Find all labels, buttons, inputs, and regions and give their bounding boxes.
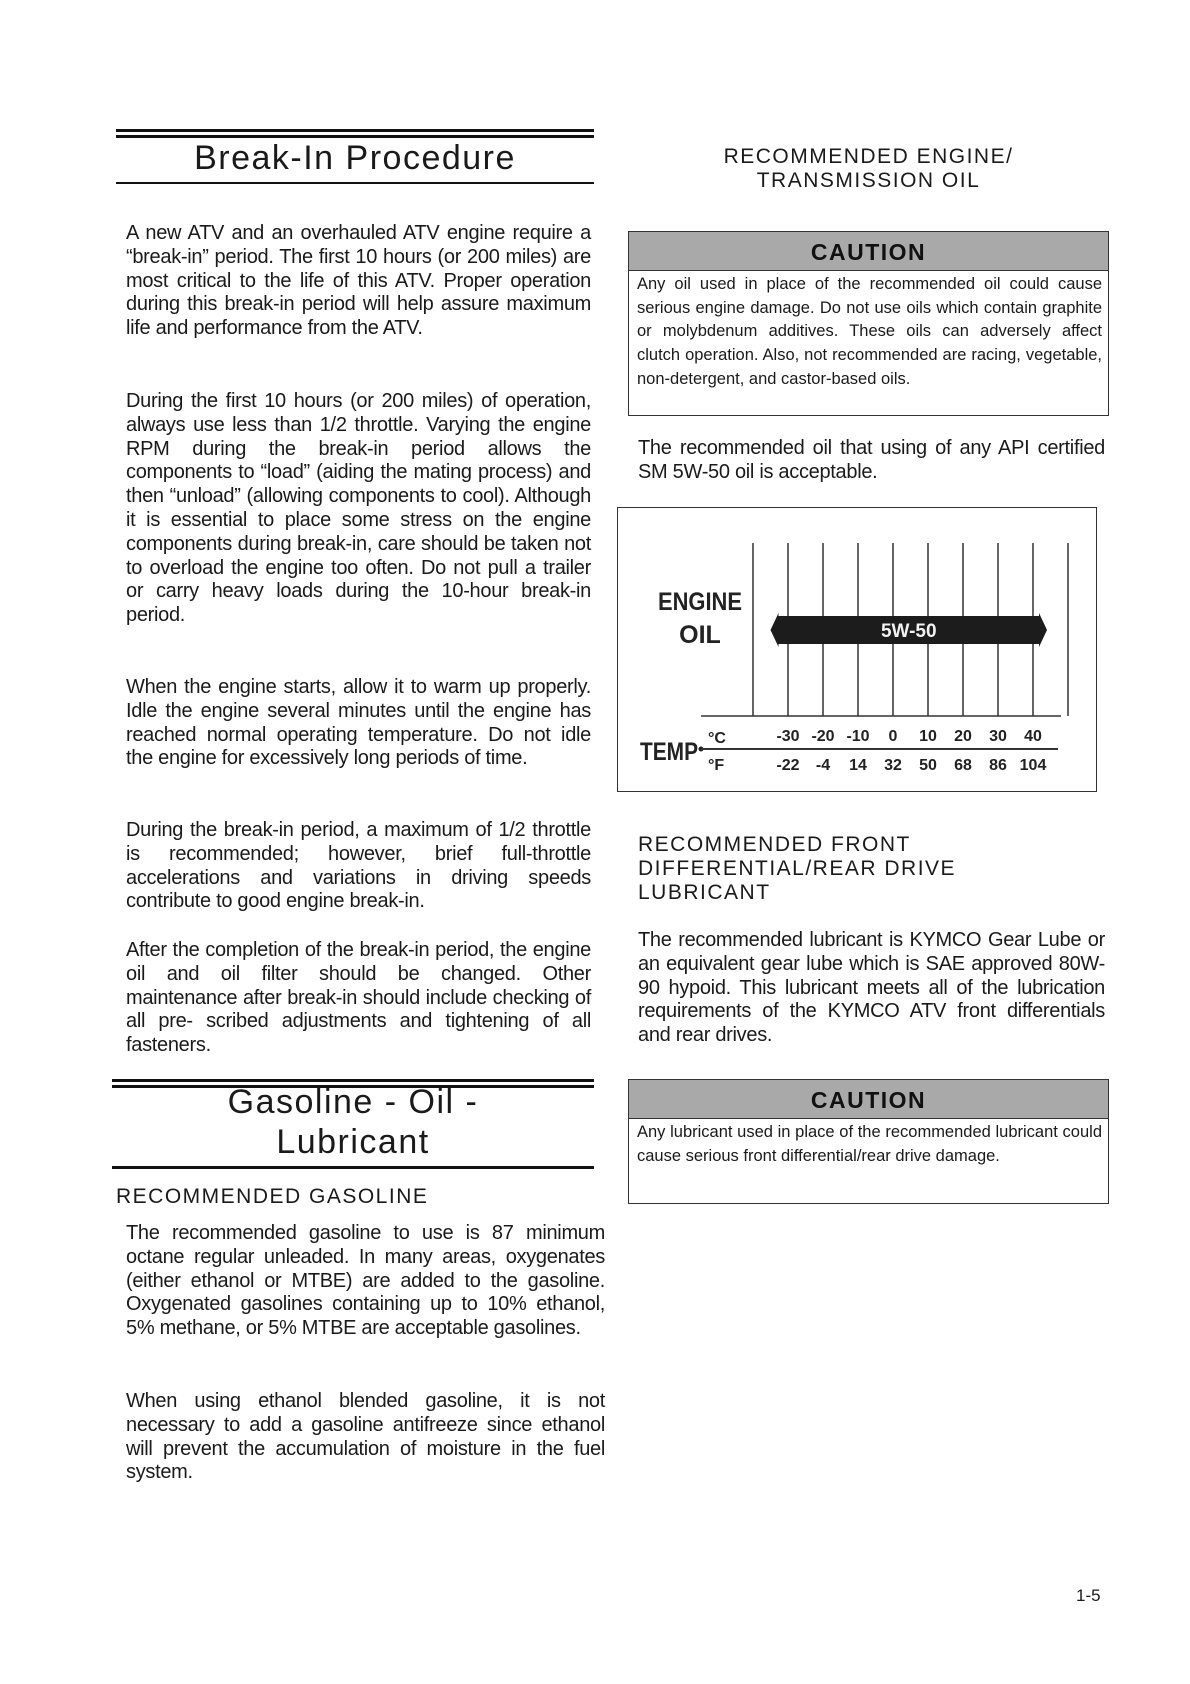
paragraph: During the break-in period, a maximum of 1/2 throttle is recommended; however, brief full-throttle accelerations and variations in driving speeds contribute to good engine break-in. [126,819,591,913]
celsius-tick-label: 40 [1024,728,1042,745]
celsius-unit: °C [708,730,726,747]
fahrenheit-tick-label: 32 [884,757,902,774]
temp-axis-label: TEMP [640,738,698,766]
fahrenheit-tick-label: 68 [954,757,972,774]
chart-label-oil: OIL [679,621,721,649]
heading-rule [116,129,594,132]
caution-text: Any oil used in place of the recommended oil could cause serious engine damage. Do not use oils which contain graphite or molybdenum additives. These oils can adversely affect clutch operation. Also, not recommended are racing, vegetable, non-detergent, and castor-based oils. [637,275,1102,388]
celsius-tick-label: 0 [888,728,898,745]
subheading-engine-oil-line2: TRANSMISSION OIL [756,169,981,192]
engine-oil-temperature-chart [617,507,1097,792]
subheading-diff-lube-line3: LUBRICANT [638,881,771,904]
fahrenheit-tick-label: 86 [989,757,1007,774]
caution-text: Any lubricant used in place of the recommended lubricant could cause serious front differential/rear drive damage. [637,1123,1102,1165]
caution-title: CAUTION [629,232,1108,271]
paragraph: When using ethanol blended gasoline, it is not necessary to add a gasoline antifreeze since ethanol will prevent the accumulation of moisture in the fuel system. [126,1390,605,1484]
subheading-gasoline: RECOMMENDED GASOLINE [116,1185,429,1208]
subheading-engine-oil-line1: RECOMMENDED ENGINE/ [723,145,1014,168]
chart-svg [618,508,1098,793]
paragraph: When the engine starts, allow it to warm up properly. Idle the engine several minutes until the engine has reached normal operating temperature. Do not idle the engine for excessively long periods of time. [126,676,591,770]
celsius-tick-label: 20 [954,728,972,745]
paragraph: The recommended oil that using of any API certified SM 5W-50 oil is acceptable. [638,437,1105,483]
celsius-tick-label: -30 [776,728,800,745]
caution-title: CAUTION [629,1080,1108,1119]
fahrenheit-tick-label: 14 [849,757,867,774]
celsius-tick-label: -10 [846,728,870,745]
fahrenheit-tick-label: -4 [815,757,831,774]
heading-rule [112,1166,594,1169]
paragraph: After the completion of the break-in period, the engine oil and oil filter should be changed. Other maintenance after break-in should include checking of all pre- scribed adjustments and tightening of all fasteners. [126,939,591,1057]
section-title-break-in: Break-In Procedure [194,139,516,177]
paragraph: The recommended gasoline to use is 87 minimum octane regular unleaded. In many areas, oxygenates (either ethanol or MTBE) are added to the gasoline. Oxygenated gasolines containing up to 10% ethanol, 5% methane, or 5% MTBE are acceptable gasolines. [126,1222,605,1340]
caution-box-lubricant [628,1079,1109,1204]
fahrenheit-unit: °F [708,757,725,774]
celsius-tick-label: -20 [811,728,835,745]
paragraph: A new ATV and an overhauled ATV engine require a “break-in” period. The first 10 hours (or 200 miles) are most critical to the life of this ATV. Proper operation during this break-in period will help assure maximum life and performance from the ATV. [126,222,591,340]
paragraph: The recommended lubricant is KYMCO Gear Lube or an equivalent gear lube which is SAE approved 80W-90 hypoid. This lubricant meets all of the lubrication requirements of the KYMCO ATV front differentials and rear drives. [638,929,1105,1047]
oil-grade-label: 5W-50 [880,621,937,642]
section-title-gasoline-line2: Lubricant [276,1123,430,1161]
fahrenheit-tick-label: -22 [776,757,800,774]
fahrenheit-tick-label: 104 [1019,757,1047,774]
fahrenheit-tick-label: 50 [919,757,937,774]
subheading-diff-lube-line1: RECOMMENDED FRONT [638,833,911,856]
heading-rule [116,182,594,184]
caution-box-oil [628,231,1109,416]
paragraph: During the first 10 hours (or 200 miles) of operation, always use less than 1/2 throttle. Varying the engine RPM during the break-in period allows the components to “load” (aiding the mating process) and then “unload” (allowing components to cool). Although it is essential to place some stress on the engine components during break-in, care should be taken not to overload the engine too often. Do not pull a trailer or carry heavy loads during the 10-hour break-in period. [126,390,591,627]
subheading-diff-lube-line2: DIFFERENTIAL/REAR DRIVE [638,857,957,880]
page-number: 1-5 [1076,1586,1101,1605]
celsius-tick-label: 10 [919,728,937,745]
section-title-gasoline-line1: Gasoline - Oil - [227,1083,479,1121]
celsius-tick-label: 30 [989,728,1007,745]
chart-label-engine: ENGINE [658,588,742,616]
